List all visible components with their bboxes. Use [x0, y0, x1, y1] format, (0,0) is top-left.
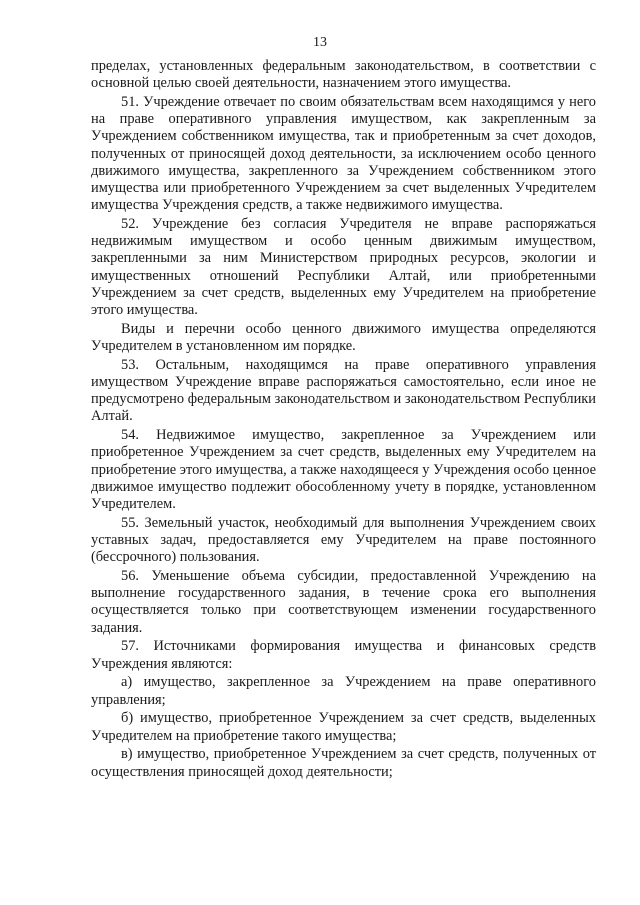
paragraph-continuation: пределах, установленных федеральным законодательством, в соответствии с основной целью своей деятельности, назначением этого имущества. — [91, 58, 596, 92]
paragraph-52: 52. Учреждение без согласия Учредителя не вправе распоряжаться недвижимым имуществом и особо ценным движимым имуществом, закрепленными за ним Министерством природных ресурсов, экологии и имущественных отношений Республики Алтай, или приобретенными Учреждением за счет средств, выделенных ему Учредителем на приобретение этого имущества. — [91, 216, 596, 319]
list-item-v: в) имущество, приобретенное Учреждением за счет средств, полученных от осуществления приносящей доход деятельности; — [91, 746, 596, 780]
paragraph-57: 57. Источниками формирования имущества и финансовых средств Учреждения являются: — [91, 638, 596, 672]
list-item-a: а) имущество, закрепленное за Учреждением на праве оперативного управления; — [91, 674, 596, 708]
paragraph-53: 53. Остальным, находящимся на праве оперативного управления имуществом Учреждение вправе распоряжаться самостоятельно, если иное не предусмотрено федеральным законодательством и законодательством Республики Алтай. — [91, 356, 596, 425]
paragraph-54: 54. Недвижимое имущество, закрепленное за Учреждением или приобретенное Учреждением за счет средств, выделенных ему Учредителем на приобретение этого имущества, а также находящееся у Учреждения особо ценное движимое имущество подлежит обособленному учету в порядке, установленном Учредителем. — [91, 427, 596, 513]
list-item-b: б) имущество, приобретенное Учреждением за счет средств, выделенных Учредителем на приобретение такого имущества; — [91, 710, 596, 744]
paragraph-56: 56. Уменьшение объема субсидии, предоставленной Учреждению на выполнение государственного задания, в течение срока его выполнения осуществляется только при соответствующем изменении государственного задания. — [91, 568, 596, 636]
paragraph-51: 51. Учреждение отвечает по своим обязательствам всем находящимся у него на праве оперативного управления имуществом, как закрепленным за Учреждением собственником имущества, так и приобретенным за счет доходов, полученных от приносящей доход деятельности, за исключением особо ценного движимого имущества, закрепленного за Учреждением собственником этого имущества или приобретенного Учреждением за счет выделенных Учредителем имущества Учреждения средств, а также недвижимого имущества. — [91, 94, 596, 214]
page-number: 13 — [313, 35, 327, 50]
paragraph-52-note: Виды и перечни особо ценного движимого имущества определяются Учредителем в установленном им порядке. — [91, 320, 596, 355]
document-body — [91, 58, 596, 781]
paragraph-55: 55. Земельный участок, необходимый для выполнения Учреждением своих уставных задач, предоставляется ему Учредителем на праве постоянного (бессрочного) пользования. — [91, 514, 596, 566]
